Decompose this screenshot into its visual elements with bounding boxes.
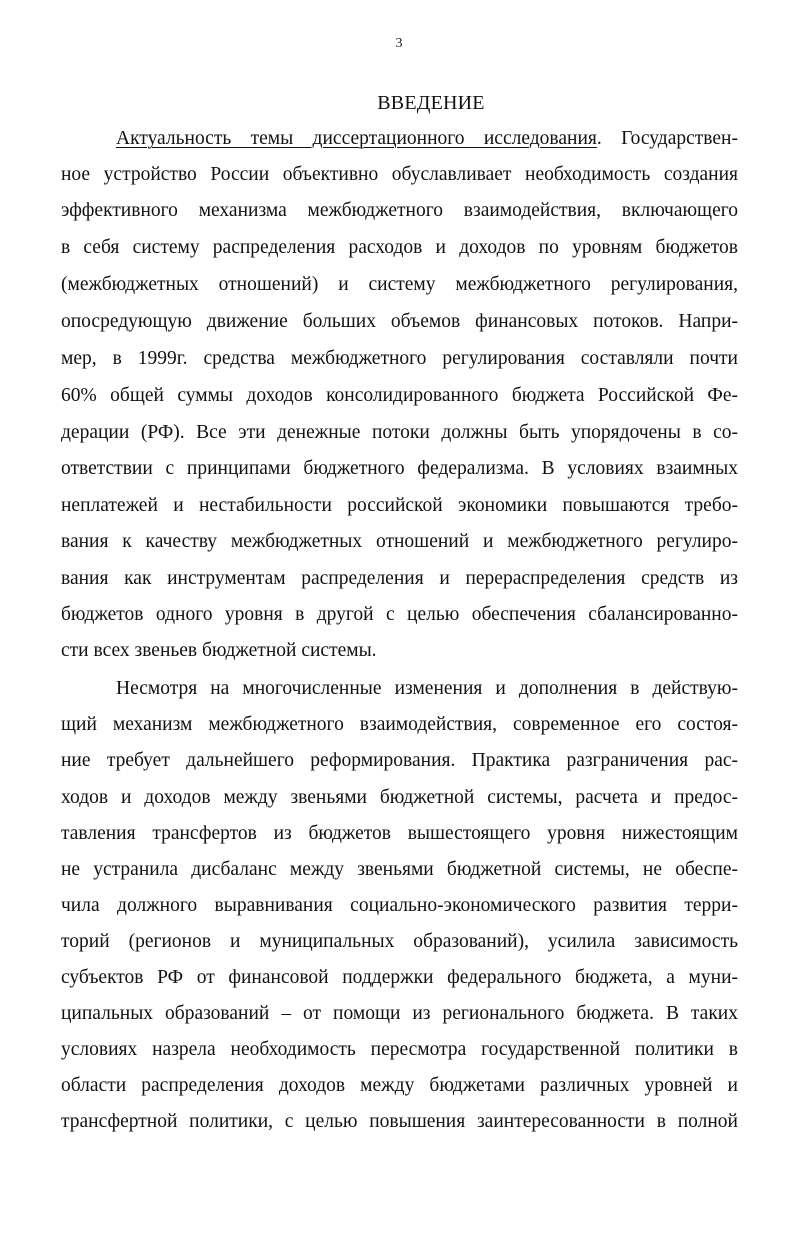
page-number: 3 [395, 36, 403, 51]
text-line: трансфертной политики, с целью повышения заинтересованности в полной [61, 1111, 738, 1132]
text-line: вания к качеству межбюджетных отношений и межбюджетного регулиро- [61, 531, 738, 552]
text-line: ципальных образований – от помощи из регионального бюджета. В таких [61, 1003, 738, 1024]
text-line: вания как инструментам распределения и перераспределения средств из [61, 568, 738, 589]
text-line: бюджетов одного уровня в другой с целью обеспечения сбалансированно- [61, 604, 738, 625]
text-line: дерации (РФ). Все эти денежные потоки должны быть упорядочены в со- [61, 422, 738, 443]
text-line: эффективного механизма межбюджетного взаимодействия, включающего [61, 200, 738, 221]
page-title: ВВЕДЕНИЕ [377, 92, 485, 114]
text-line: ние требует дальнейшего реформирования. Практика разграничения рас- [61, 750, 738, 771]
text-line: субъектов РФ от финансовой поддержки федерального бюджета, а муни- [61, 967, 738, 988]
text-line: неплатежей и нестабильности российской экономики повышаются требо- [61, 495, 738, 516]
text-line: области распределения доходов между бюджетами различных уровней и [61, 1075, 738, 1096]
text-line: условиях назрела необходимость пересмотра государственной политики в [61, 1039, 738, 1060]
text-line: сти всех звеньев бюджетной системы. [61, 640, 377, 661]
text-line: ное устройство России объективно обуславливает необходимость создания [61, 164, 738, 185]
text-line: опосредующую движение больших объемов финансовых потоков. Напри- [61, 311, 738, 332]
text-line: тавления трансфертов из бюджетов вышестоящего уровня нижестоящим [61, 823, 738, 844]
text-line: торий (регионов и муниципальных образований), усилила зависимость [61, 931, 738, 952]
text-line: чила должного выравнивания социально-экономического развития терри- [61, 895, 738, 916]
text-line: 60% общей суммы доходов консолидированного бюджета Российской Фе- [61, 385, 738, 406]
text-line: Несмотря на многочисленные изменения и дополнения в действую- [116, 678, 738, 699]
text-line: мер, в 1999г. средства межбюджетного регулирования составляли почти [61, 348, 738, 369]
text-line: ходов и доходов между звеньями бюджетной системы, расчета и предос- [61, 787, 738, 808]
text-line: щий механизм межбюджетного взаимодействия, современное его состоя- [61, 714, 738, 735]
text-line: Актуальность темы диссертационного исследования. Государствен- [116, 128, 738, 149]
text-line: ответствии с принципами бюджетного федерализма. В условиях взаимных [61, 458, 738, 479]
text-line: в себя систему распределения расходов и доходов по уровням бюджетов [61, 237, 738, 258]
text-line: (межбюджетных отношений) и систему межбюджетного регулирования, [61, 274, 738, 295]
text-line: не устранила дисбаланс между звеньями бюджетной системы, не обеспе- [61, 859, 738, 880]
section-title: Актуальность темы диссертационного исследования [116, 128, 597, 149]
